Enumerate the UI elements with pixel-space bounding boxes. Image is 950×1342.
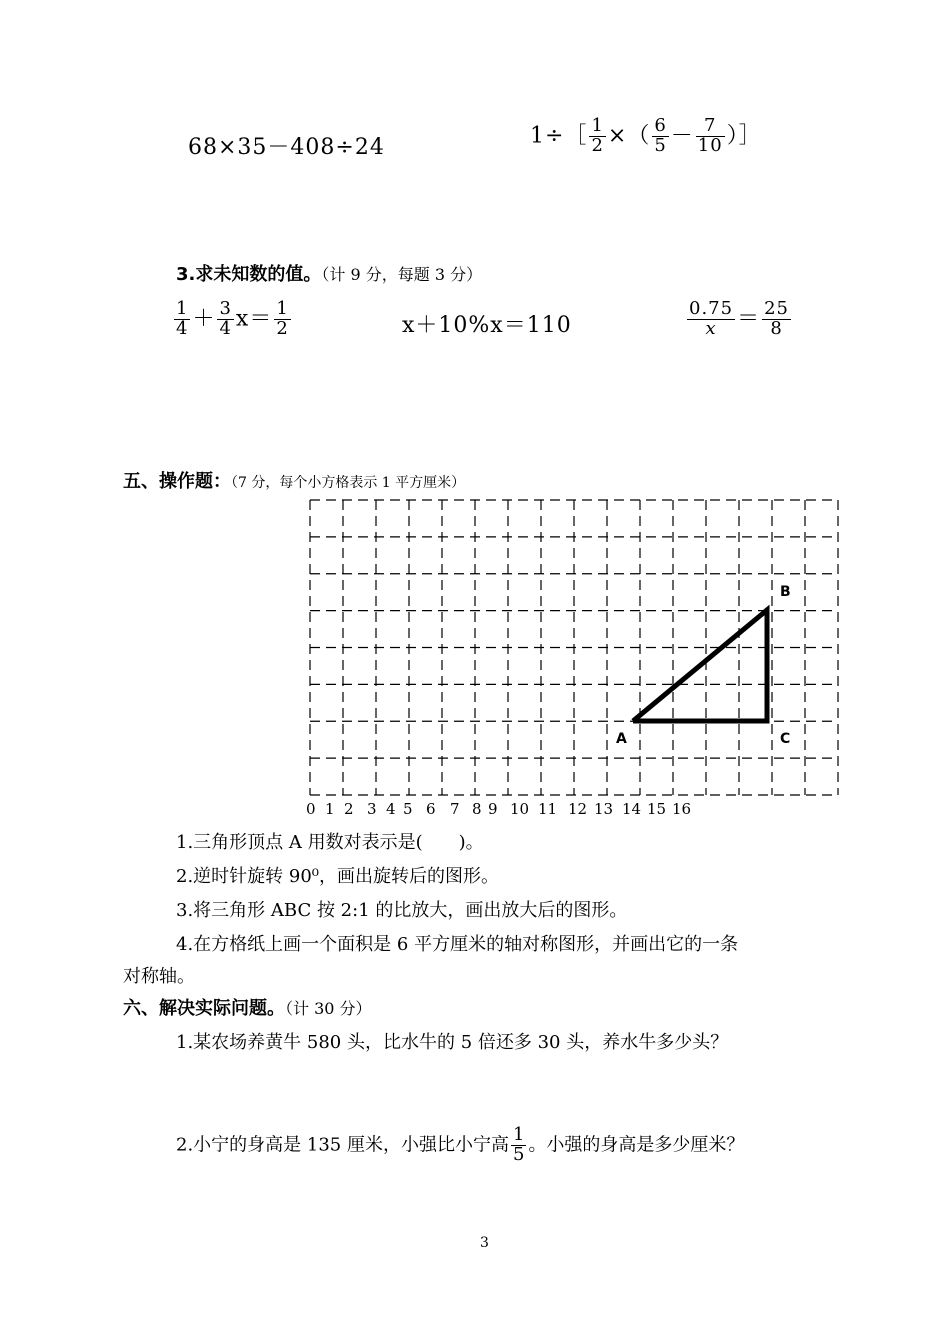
point-label-a: A [616, 731, 627, 747]
fraction: $\frac{25}{8}$ [764, 298, 789, 339]
expr2-open: 1÷［ [530, 123, 588, 149]
expression-1: 68×35－408÷24 [188, 135, 385, 160]
equation-3: $\frac{0.75}{x}$ ＝ $\frac{25}{8}$ [689, 298, 789, 339]
axis-tick-label: 3 [367, 800, 377, 818]
section-6-note: （计 30 分） [285, 999, 372, 1018]
expr2-close: ）］ [726, 123, 762, 149]
expression-2 [530, 117, 762, 156]
fraction: $\frac{1}{5}$ [512, 1124, 525, 1165]
op-question-4-cont: 对称轴。 [123, 966, 195, 987]
axis-tick-label: 12 [568, 800, 588, 818]
axis-tick-label: 14 [622, 800, 642, 818]
unknown-heading [176, 260, 482, 286]
fraction: $\frac{1}{2}$ [276, 298, 289, 339]
section-5-note: （7 分，每个小方格表示 1 平方厘米） [231, 475, 466, 491]
fraction: $\frac{0.75}{x}$ [689, 298, 734, 339]
op-question-1: 1.三角形顶点 A 用数对表示是( )。 [176, 832, 484, 853]
axis-tick-label: 6 [426, 800, 436, 818]
triangle-abc-outline [633, 610, 767, 721]
equation-1: $\frac{1}{4}$ ＋ $\frac{3}{4}$ x＝ $\frac{1}{2}$ [176, 298, 289, 339]
word-problem-1: 1.某农场养黄牛 580 头，比水牛的 5 倍还多 30 头，养水牛多少头？ [176, 1032, 729, 1053]
axis-tick-label: 8 [472, 800, 482, 818]
expr2-minus: － [670, 123, 694, 149]
axis-tick-label: 11 [538, 800, 558, 818]
axis-tick-label: 13 [594, 800, 614, 818]
fraction: $\frac{1}{4}$ [176, 298, 189, 339]
equation-2: x＋10%x＝110 [402, 313, 572, 338]
expr2-times: ×（ [607, 123, 651, 149]
axis-tick-label: 15 [647, 800, 667, 818]
section-5-title: 五、操作题： [123, 471, 231, 492]
section-6-title: 六、解决实际问题。 [123, 998, 285, 1019]
axis-tick-label: 16 [672, 800, 692, 818]
op-question-3: 3.将三角形 ABC 按 2:1 的比放大，画出放大后的图形。 [176, 900, 628, 921]
unknown-note: （计 9 分，每题 3 分） [321, 265, 483, 284]
section-5-heading [123, 467, 465, 493]
grid-figure [300, 492, 850, 822]
fraction: $\frac{7}{10}$ [697, 115, 723, 156]
grid-lines [310, 500, 838, 795]
op-question-2: 2.逆时针旋转 90⁰，画出旋转后的图形。 [176, 866, 500, 887]
axis-tick-label: 2 [344, 800, 354, 818]
axis-tick-label: 4 [386, 800, 396, 818]
axis-tick-label: 9 [488, 800, 498, 818]
triangle-abc [633, 610, 767, 721]
op-question-4: 4.在方格纸上画一个面积是 6 平方厘米的轴对称图形，并画出它的一条 [176, 934, 739, 955]
axis-tick-label: 1 [325, 800, 335, 818]
unknown-title: 3.求未知数的值。 [176, 264, 322, 285]
section-6-heading [123, 994, 372, 1020]
axis-tick-label: 10 [510, 800, 530, 818]
word-problem-2: 2.小宁的身高是 135 厘米，小强比小宁高 $\frac{1}{5}$ 。小强的身高是多少厘米？ [176, 1124, 745, 1165]
fraction: $\frac{3}{4}$ [219, 298, 232, 339]
fraction: $\frac{6}{5}$ [654, 115, 667, 156]
axis-tick-label: 7 [450, 800, 460, 818]
point-label-c: C [780, 731, 791, 747]
axis-labels [306, 800, 691, 818]
axis-tick-label: 0 [306, 800, 316, 818]
page-number: 3 [480, 1235, 489, 1251]
point-label-b: B [780, 584, 791, 600]
fraction: $\frac{1}{2}$ [591, 115, 604, 156]
axis-tick-label: 5 [403, 800, 413, 818]
